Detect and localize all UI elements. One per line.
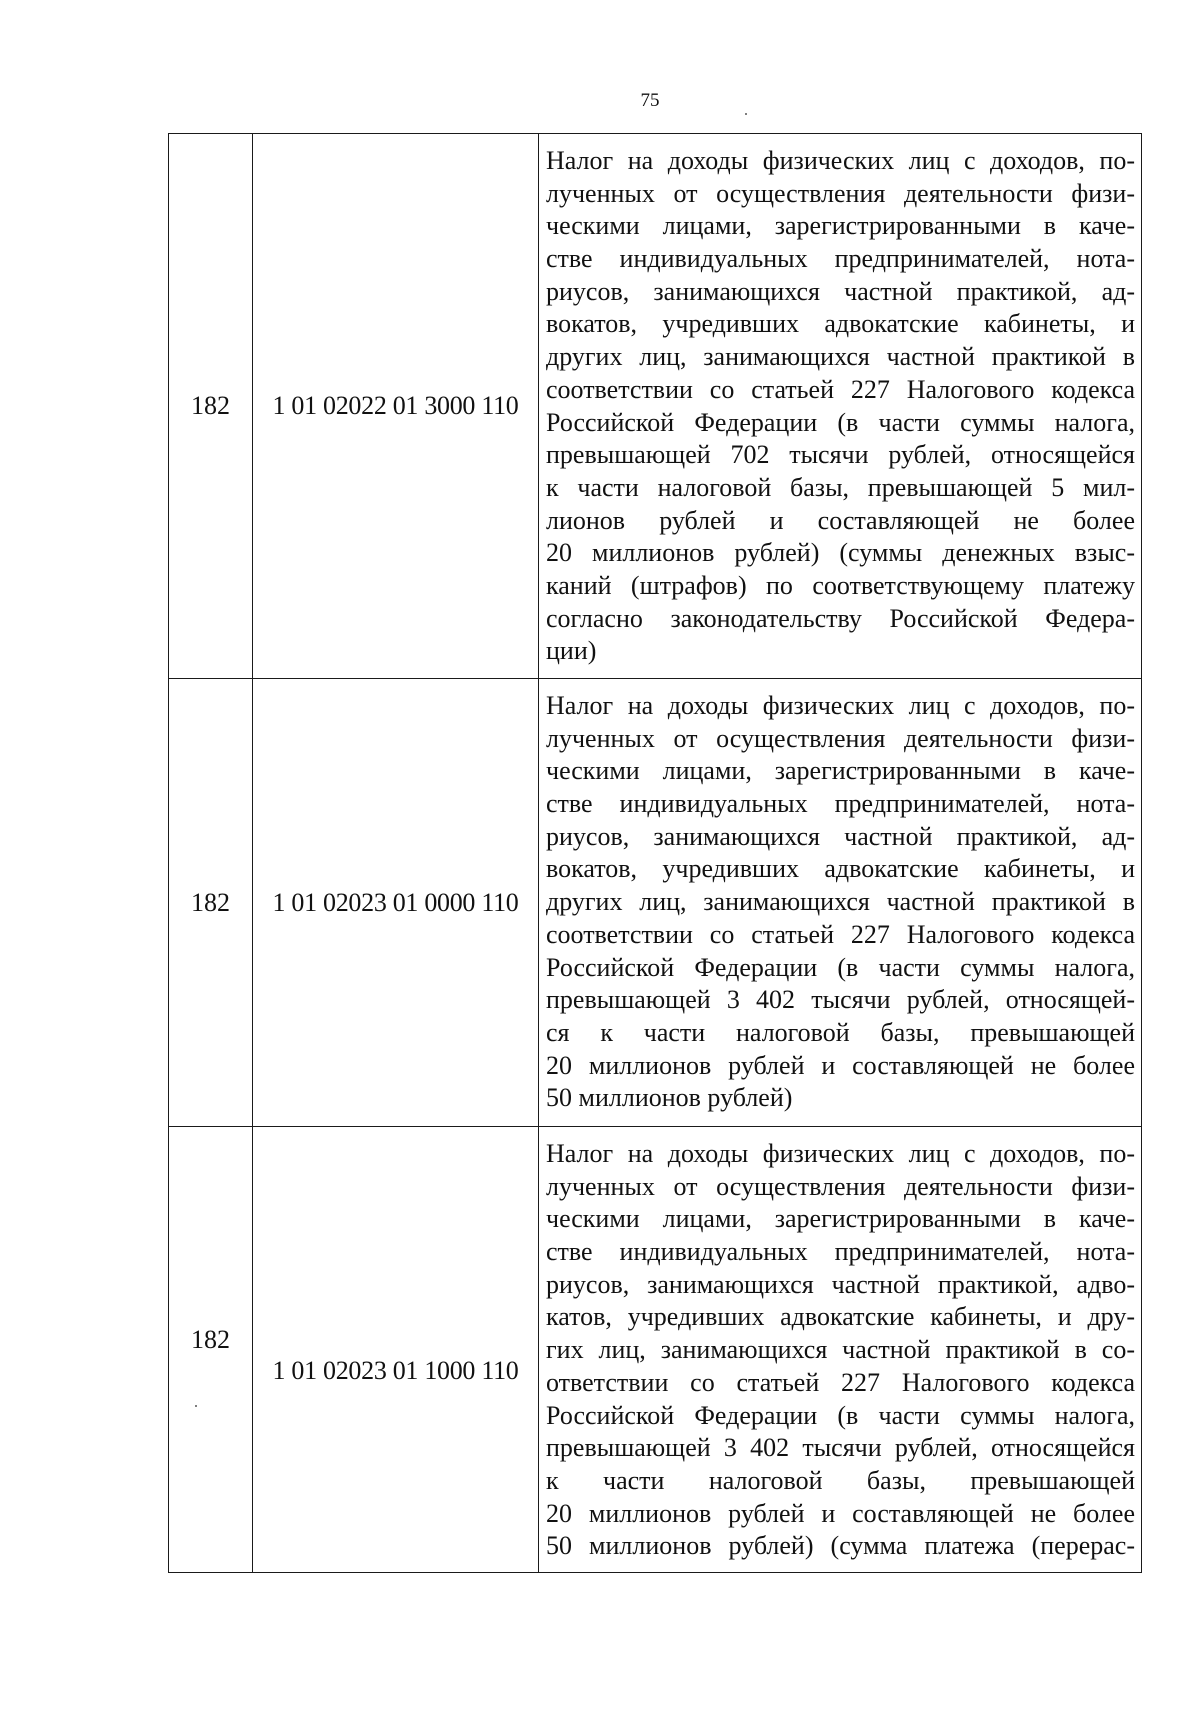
description-line: стве индивидуальных предпринимателей, нота- xyxy=(546,1237,1135,1267)
description-line: ответствии со статьей 227 Налогового кодекса xyxy=(546,1367,1135,1397)
description-line: Налог на доходы физических лиц с доходов, по- xyxy=(546,1139,1135,1168)
description-line: 20 миллионов рублей) (суммы денежных взыс- xyxy=(546,538,1135,568)
description-line: риусов, занимающихся частной практикой, ад- xyxy=(546,276,1135,306)
description-line: лионов рублей и составляющей не более xyxy=(546,505,1135,535)
kbk-code-cell: 1 01 02022 01 3000 110 xyxy=(253,134,539,679)
description-line: 50 миллионов рублей) xyxy=(546,1083,793,1113)
description-line: лученных от осуществления деятельности физи- xyxy=(546,178,1135,208)
description-line: каний (штрафов) по соответствующему платежу xyxy=(546,570,1135,600)
description-line: соответствии со статьей 227 Налогового кодекса xyxy=(546,919,1135,949)
description-line: стве индивидуальных предпринимателей, нота- xyxy=(546,789,1135,819)
description-line: 50 миллионов рублей) (сумма платежа (перерас- xyxy=(546,1531,1135,1561)
scan-speck xyxy=(745,113,747,115)
page-number: 75 xyxy=(640,90,660,111)
description-cell xyxy=(539,679,1142,1127)
description-line: ции) xyxy=(546,636,597,666)
description-line: других лиц, занимающихся частной практикой в xyxy=(546,887,1135,917)
budget-classification-table xyxy=(168,133,1142,1573)
description-line: 20 миллионов рублей и составляющей не более xyxy=(546,1050,1135,1080)
description-line: ческими лицами, зарегистрированными в каче- xyxy=(546,1204,1135,1234)
description-line: риусов, занимающихся частной практикой, адво- xyxy=(546,1269,1135,1299)
description-line: превышающей 3 402 тысячи рублей, относящей- xyxy=(546,985,1135,1015)
description-line: Российской Федерации (в части суммы налога, xyxy=(546,1400,1135,1430)
description-line: Налог на доходы физических лиц с доходов, по- xyxy=(546,146,1135,175)
description-line: других лиц, занимающихся частной практикой в xyxy=(546,342,1135,372)
description-line: вокатов, учредивших адвокатские кабинеты, и xyxy=(546,309,1135,339)
description-line: превышающей 702 тысячи рублей, относящейся xyxy=(546,440,1135,470)
description-line: стве индивидуальных предпринимателей, нота- xyxy=(546,244,1135,274)
kbk-code-cell: 1 01 02023 01 0000 110 xyxy=(253,679,539,1127)
description-line: к части налоговой базы, превышающей 5 мил- xyxy=(546,472,1135,502)
description-line: превышающей 3 402 тысячи рублей, относящейся xyxy=(546,1433,1135,1463)
kbk-code-cell: 1 01 02023 01 1000 110 xyxy=(253,1127,539,1573)
description-line: к части налоговой базы, превышающей xyxy=(546,1465,1135,1495)
description-line: Российской Федерации (в части суммы налога, xyxy=(546,407,1135,437)
table-row xyxy=(169,134,1142,679)
description-cell xyxy=(539,134,1142,679)
admin-code-cell: 182 xyxy=(169,1127,253,1573)
description-line: 20 миллионов рублей и составляющей не более xyxy=(546,1498,1135,1528)
admin-code-cell: 182 xyxy=(169,679,253,1127)
description-cell xyxy=(539,1127,1142,1573)
table-row xyxy=(169,1127,1142,1573)
description-line: лученных от осуществления деятельности физи- xyxy=(546,1171,1135,1201)
description-line: ческими лицами, зарегистрированными в каче- xyxy=(546,211,1135,241)
description-line: риусов, занимающихся частной практикой, ад- xyxy=(546,821,1135,851)
description-line: гих лиц, занимающихся частной практикой в со- xyxy=(546,1335,1135,1365)
table-row xyxy=(169,679,1142,1127)
description-line: согласно законодательству Российской Федера- xyxy=(546,603,1135,633)
description-line: лученных от осуществления деятельности физи- xyxy=(546,723,1135,753)
description-line: ся к части налоговой базы, превышающей xyxy=(546,1017,1135,1047)
admin-code-cell: 182 xyxy=(169,134,253,679)
description-line: ческими лицами, зарегистрированными в каче- xyxy=(546,756,1135,786)
description-line: Налог на доходы физических лиц с доходов, по- xyxy=(546,691,1135,720)
description-line: вокатов, учредивших адвокатские кабинеты, и xyxy=(546,854,1135,884)
description-line: Российской Федерации (в части суммы налога, xyxy=(546,952,1135,982)
description-line: катов, учредивших адвокатские кабинеты, и дру- xyxy=(546,1302,1135,1332)
description-line: соответствии со статьей 227 Налогового кодекса xyxy=(546,374,1135,404)
